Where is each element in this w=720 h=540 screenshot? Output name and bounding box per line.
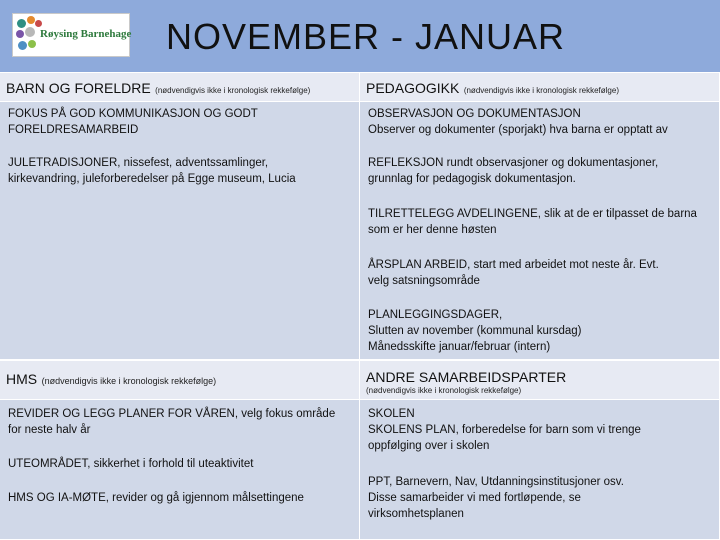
page-title: NOVEMBER - JANUAR (166, 16, 566, 57)
body-row-top (0, 102, 720, 360)
heading-cell-pedagogikk (360, 72, 720, 102)
heading-note: (nødvendigvis ikke i kronologisk rekkefølge) (41, 376, 217, 386)
list-item: OBSERVASJON OG DOKUMENTASJON Observer og dokumenter (sporjakt) hva barna er opptatt av (368, 108, 668, 136)
logo-dot (25, 27, 35, 37)
heading-andre-samarbeidsparter: ANDRE SAMARBEIDSPARTER (366, 369, 567, 385)
heading-barn-og-foreldre: BARN OG FORELDRE (6, 80, 151, 96)
cell-pedagogikk (360, 102, 720, 360)
list-item: TILRETTELEGG AVDELINGENE, slik at de er tilpasset de barna som er her denne høsten (368, 208, 697, 236)
logo-text: Røysing Barnehage (40, 28, 132, 40)
list-item: ÅRSPLAN ARBEID, start med arbeidet mot neste år. Evt. velg satsningsområde (368, 259, 659, 287)
list-item: SKOLEN SKOLENS PLAN, forberedelse for barn som vi trenge oppfølging over i skolen (368, 408, 641, 452)
body-row-bottom (0, 400, 720, 540)
cell-hms (0, 400, 360, 540)
logo-dot (18, 41, 27, 50)
header-row-top (0, 72, 720, 102)
list-item: REVIDER OG LEGG PLANER FOR VÅREN, velg fokus område for neste halv år (8, 408, 336, 436)
logo-dot (35, 20, 42, 27)
logo (12, 13, 130, 57)
cell-andre-samarbeidsparter (360, 400, 720, 540)
logo-dot (17, 19, 26, 28)
list-item: UTEOMRÅDET, sikkerhet i forhold til uteaktivitet (8, 458, 254, 470)
logo-dot (27, 16, 35, 24)
list-item: REFLEKSJON rundt observasjoner og dokumentasjoner, grunnlag for pedagogisk dokumentasjon. (368, 157, 659, 185)
heading-note: (nødvendigvis ikke i kronologisk rekkefølge) (463, 86, 619, 95)
heading-hms: HMS (6, 371, 38, 387)
heading-note: (nødvendigvis ikke i kronologisk rekkefølge) (366, 386, 522, 395)
list-item: PPT, Barnevern, Nav, Utdanningsinstitusjoner osv. Disse samarbeider vi med fortløpende, se virksomhetsplanen (368, 476, 624, 520)
plan-grid (0, 72, 720, 540)
cell-barn-og-foreldre (0, 102, 360, 360)
list-item: HMS OG IA-MØTE, revider og gå igjennom målsettingene (8, 492, 304, 504)
list-item: FOKUS PÅ GOD KOMMUNIKASJON OG GODT FORELDRESAMARBEID (8, 108, 258, 136)
heading-cell-andre-samarbeidsparter (360, 360, 720, 400)
heading-pedagogikk: PEDAGOGIKK (366, 80, 460, 96)
list-item: PLANLEGGINGSDAGER, Slutten av november (kommunal kursdag) Månedsskifte januar/februar (intern) (368, 309, 582, 353)
heading-cell-barn-og-foreldre (0, 72, 360, 102)
logo-dot (16, 30, 24, 38)
list-item: JULETRADISJONER, nissefest, adventssamlinger, kirkevandring, juleforberedelser på Egge museum, Lucia (8, 157, 296, 185)
logo-dot (28, 40, 36, 48)
heading-cell-hms (0, 360, 360, 400)
header-row-bottom (0, 360, 720, 400)
heading-note: (nødvendigvis ikke i kronologisk rekkefølge) (155, 86, 311, 95)
